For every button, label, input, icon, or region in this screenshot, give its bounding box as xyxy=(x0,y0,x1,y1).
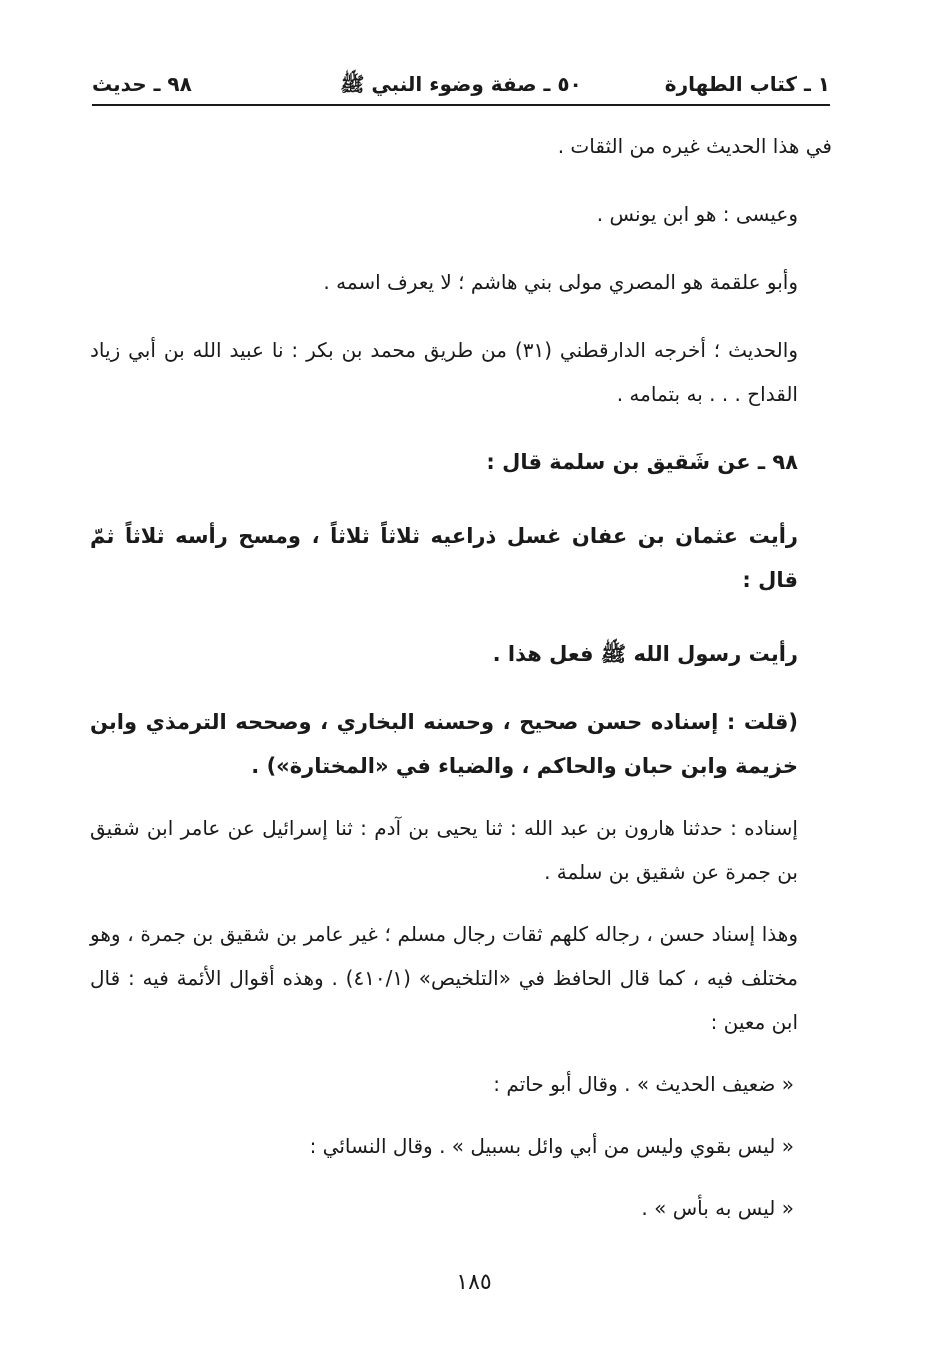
header-book-title: ١ ـ كتاب الطهارة xyxy=(664,72,830,96)
quote-ibn-maeen: « ضعيف الحديث » . وقال أبو حاتم : xyxy=(493,1072,794,1096)
hadith-text-1: رأيت عثمان بن عفان غسل ذراعيه ثلاثاً ثلاثاً ، ومسح رأسه ثلاثاً ثمّ قال : xyxy=(90,524,798,592)
quote-nasai: « ليس به بأس » . xyxy=(641,1196,794,1220)
paragraph-isnad-analysis: وهذا إسناد حسن ، رجاله كلهم ثقات رجال مسلم ؛ غير عامر بن شقيق بن جمرة ، وهو مختلف فيه ، كما قال الحافظ في «التلخيص» (٤١٠/١) . وهذه أقوال الأئمة فيه : قال ابن معين : xyxy=(90,922,799,1034)
running-header xyxy=(92,68,830,106)
grading-note: (قلت : إسناده حسن صحيح ، وحسنه البخاري ، وصححه الترمذي وابن خزيمة وابن حبان والحاكم ، والضياء في «المختارة») . xyxy=(90,710,798,778)
paragraph-takhrij: والحديث ؛ أخرجه الدارقطني (٣١) من طريق محمد بن بكر : نا عبيد الله بن أبي زياد القداح . . . به بتمامه . xyxy=(90,338,798,406)
header-hadith-number: ٩٨ ـ حديث xyxy=(92,72,192,96)
page-body xyxy=(90,124,832,1230)
quote-abu-hatim: « ليس بقوي وليس من أبي وائل بسبيل » . وقال النسائي : xyxy=(309,1134,794,1158)
header-chapter-title: ٥٠ ـ صفة وضوء النبي ﷺ xyxy=(340,72,582,96)
paragraph-isa: وعيسى : هو ابن يونس . xyxy=(596,202,798,226)
paragraph-continuation: في هذا الحديث غيره من الثقات . xyxy=(557,134,832,158)
paragraph-abu-alqama: وأبو علقمة هو المصري مولى بني هاشم ؛ لا يعرف اسمه . xyxy=(323,270,798,294)
paragraph-isnad: إسناده : حدثنا هارون بن عبد الله : ثنا يحيى بن آدم : ثنا إسرائيل عن عامر ابن شقيق بن جمرة عن شقيق بن سلمة . xyxy=(90,816,798,884)
page-number: ١٨٥ xyxy=(456,1270,492,1295)
hadith-text-2: رأيت رسول الله ﷺ فعل هذا . xyxy=(492,642,798,666)
hadith-heading: ٩٨ ـ عن شَقيق بن سلمة قال : xyxy=(486,450,798,474)
